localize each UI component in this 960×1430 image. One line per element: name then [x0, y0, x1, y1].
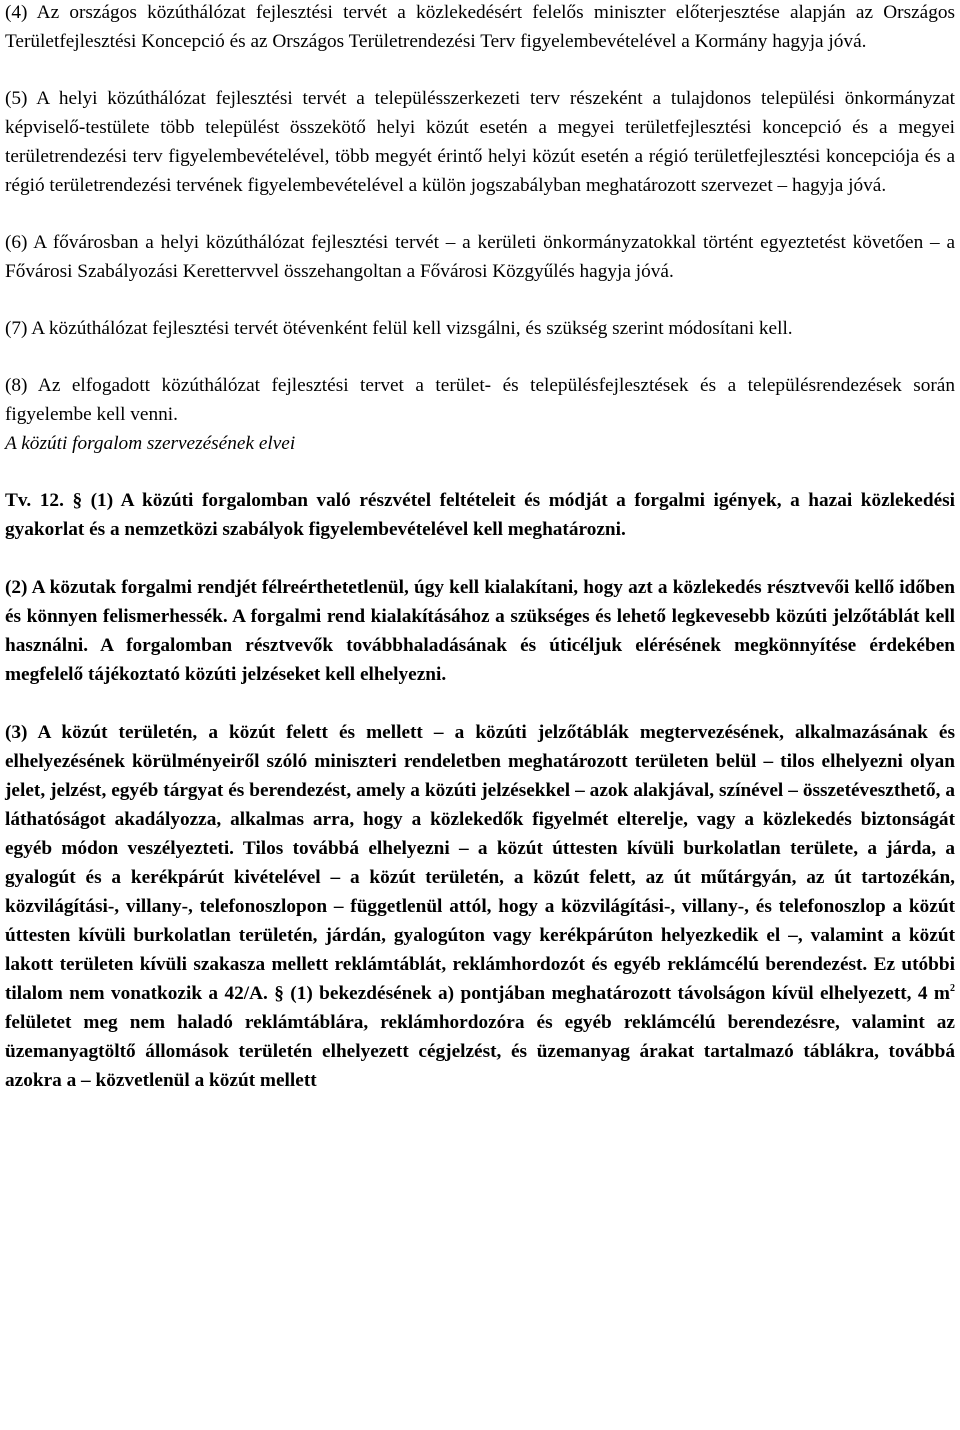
- tv12-paragraph-3-text: (3) A közút területén, a közút felett és mellett – a közúti jelzőtáblák megtervezésének, alkalmazásának és elhelyezésének körülményeiről szóló miniszteri rendeletben meghatározott területen belül – tilos elhelyezni olyan jelet, jelzést, egyéb tárgyat és berendezést, amely a közúti jelzésekkel – azok alakjával, színével – összetéveszthető, a láthatóságot akadályozza, alkalmas arra, hogy a közlekedők figyelmét elterelje, vagy a közlekedés biztonságát egyéb módon veszélyezteti. Tilos továbbá elhelyezni – a közút úttesten kívüli burkolatlan területe, a járda, a gyalogút és a kerékpárút kivételével – a közút területén, a közút felett, az út műtárgyán, az út tartozékán, közvilágítási-, villany-, telefonoszlopon – függetlenül attól, hogy a közvilágítási-, villany-, és telefonoszlop a közút úttesten kívüli burkolatlan területén, járdán, gyalogúton vagy kerékpárúton helyezkedik el –, valamint a közút lakott területen kívüli szakasza mellett reklámtáblát, reklámhordozót és egyéb reklámcélú berendezést. Ez utóbbi tilalom nem vonatkozik a 42/A. § (1) bekezdésének a) pontjában meghatározott távolságon kívül elhelyezett, 4 m: [5, 722, 955, 1004]
- tv12-paragraph-2: (2) A közutak forgalmi rendjét félreérthetetlenül, úgy kell kialakítani, hogy azt a közlekedés résztvevői kellő időben és könnyen felismerhessék. A forgalmi rend kialakításához a szükséges és lehető legkevesebb közúti jelzőtáblát kell használni. A forgalomban résztvevők továbbhaladásának és úticéljuk elérésének megkönnyítése érdekében megfelelő tájékoztató közúti jelzéseket kell elhelyezni.: [5, 577, 955, 685]
- paragraph-6: (6) A fővárosban a helyi közúthálózat fejlesztési tervét – a kerületi önkormányzatokkal történt egyeztetést követően – a Fővárosi Szabályozási Kerettervvel összehangoltan a Fővárosi Közgyűlés hagyja jóvá.: [5, 232, 955, 282]
- document-page: [5, 0, 955, 1095]
- paragraph-4: (4) Az országos közúthálózat fejlesztési tervét a közlekedésért felelős miniszter előterjesztése alapján az Országos Területfejlesztési Koncepció és az Országos Területrendezési Terv figyelembevételével a Kormány hagyja jóvá.: [5, 2, 955, 52]
- paragraph-8: (8) Az elfogadott közúthálózat fejlesztési tervet a terület- és településfejlesztések és a településrendezések során figyelembe kell venni.: [5, 375, 955, 425]
- tv12-paragraph-1: [5, 486, 955, 544]
- tv12-paragraph-3-continuation: felületet meg nem haladó reklámtáblára, reklámhordozóra és egyéb reklámcélú berendezésre, valamint az üzemanyagtöltő állomások területén elhelyezett cégjelzést, és üzemanyag árakat tartalmazó táblákra, továbbá azokra a – közvetlenül a közút mellett: [5, 1012, 955, 1091]
- section-heading: A közúti forgalom szervezésének elvei: [5, 433, 296, 454]
- tv12-label: Tv. 12.: [5, 490, 64, 511]
- paragraph-5: (5) A helyi közúthálózat fejlesztési tervét a településszerkezeti terv részeként a tulajdonos települési önkormányzat képviselő-testülete több települést összekötő helyi közút esetén a megyei területfejlesztési koncepció és a megyei területrendezési terv figyelembevételével, több megyét érintő helyi közút esetén a régió területfejlesztési koncepciója és a régió területrendezési tervének figyelembevételével a külön jogszabályban meghatározott szervezet – hagyja jóvá.: [5, 88, 955, 196]
- tv12-paragraph-3: [5, 718, 955, 1095]
- tv12-paragraph-1-text: § (1) A közúti forgalomban való részvétel feltételeit és módját a forgalmi igények, a hazai közlekedési gyakorlat és a nemzetközi szabályok figyelembevételével kell meghatározni.: [5, 490, 956, 540]
- paragraph-7: (7) A közúthálózat fejlesztési tervét ötévenként felül kell vizsgálni, és szükség szerint módosítani kell.: [5, 318, 793, 339]
- square-unit-superscript: 2: [950, 983, 955, 994]
